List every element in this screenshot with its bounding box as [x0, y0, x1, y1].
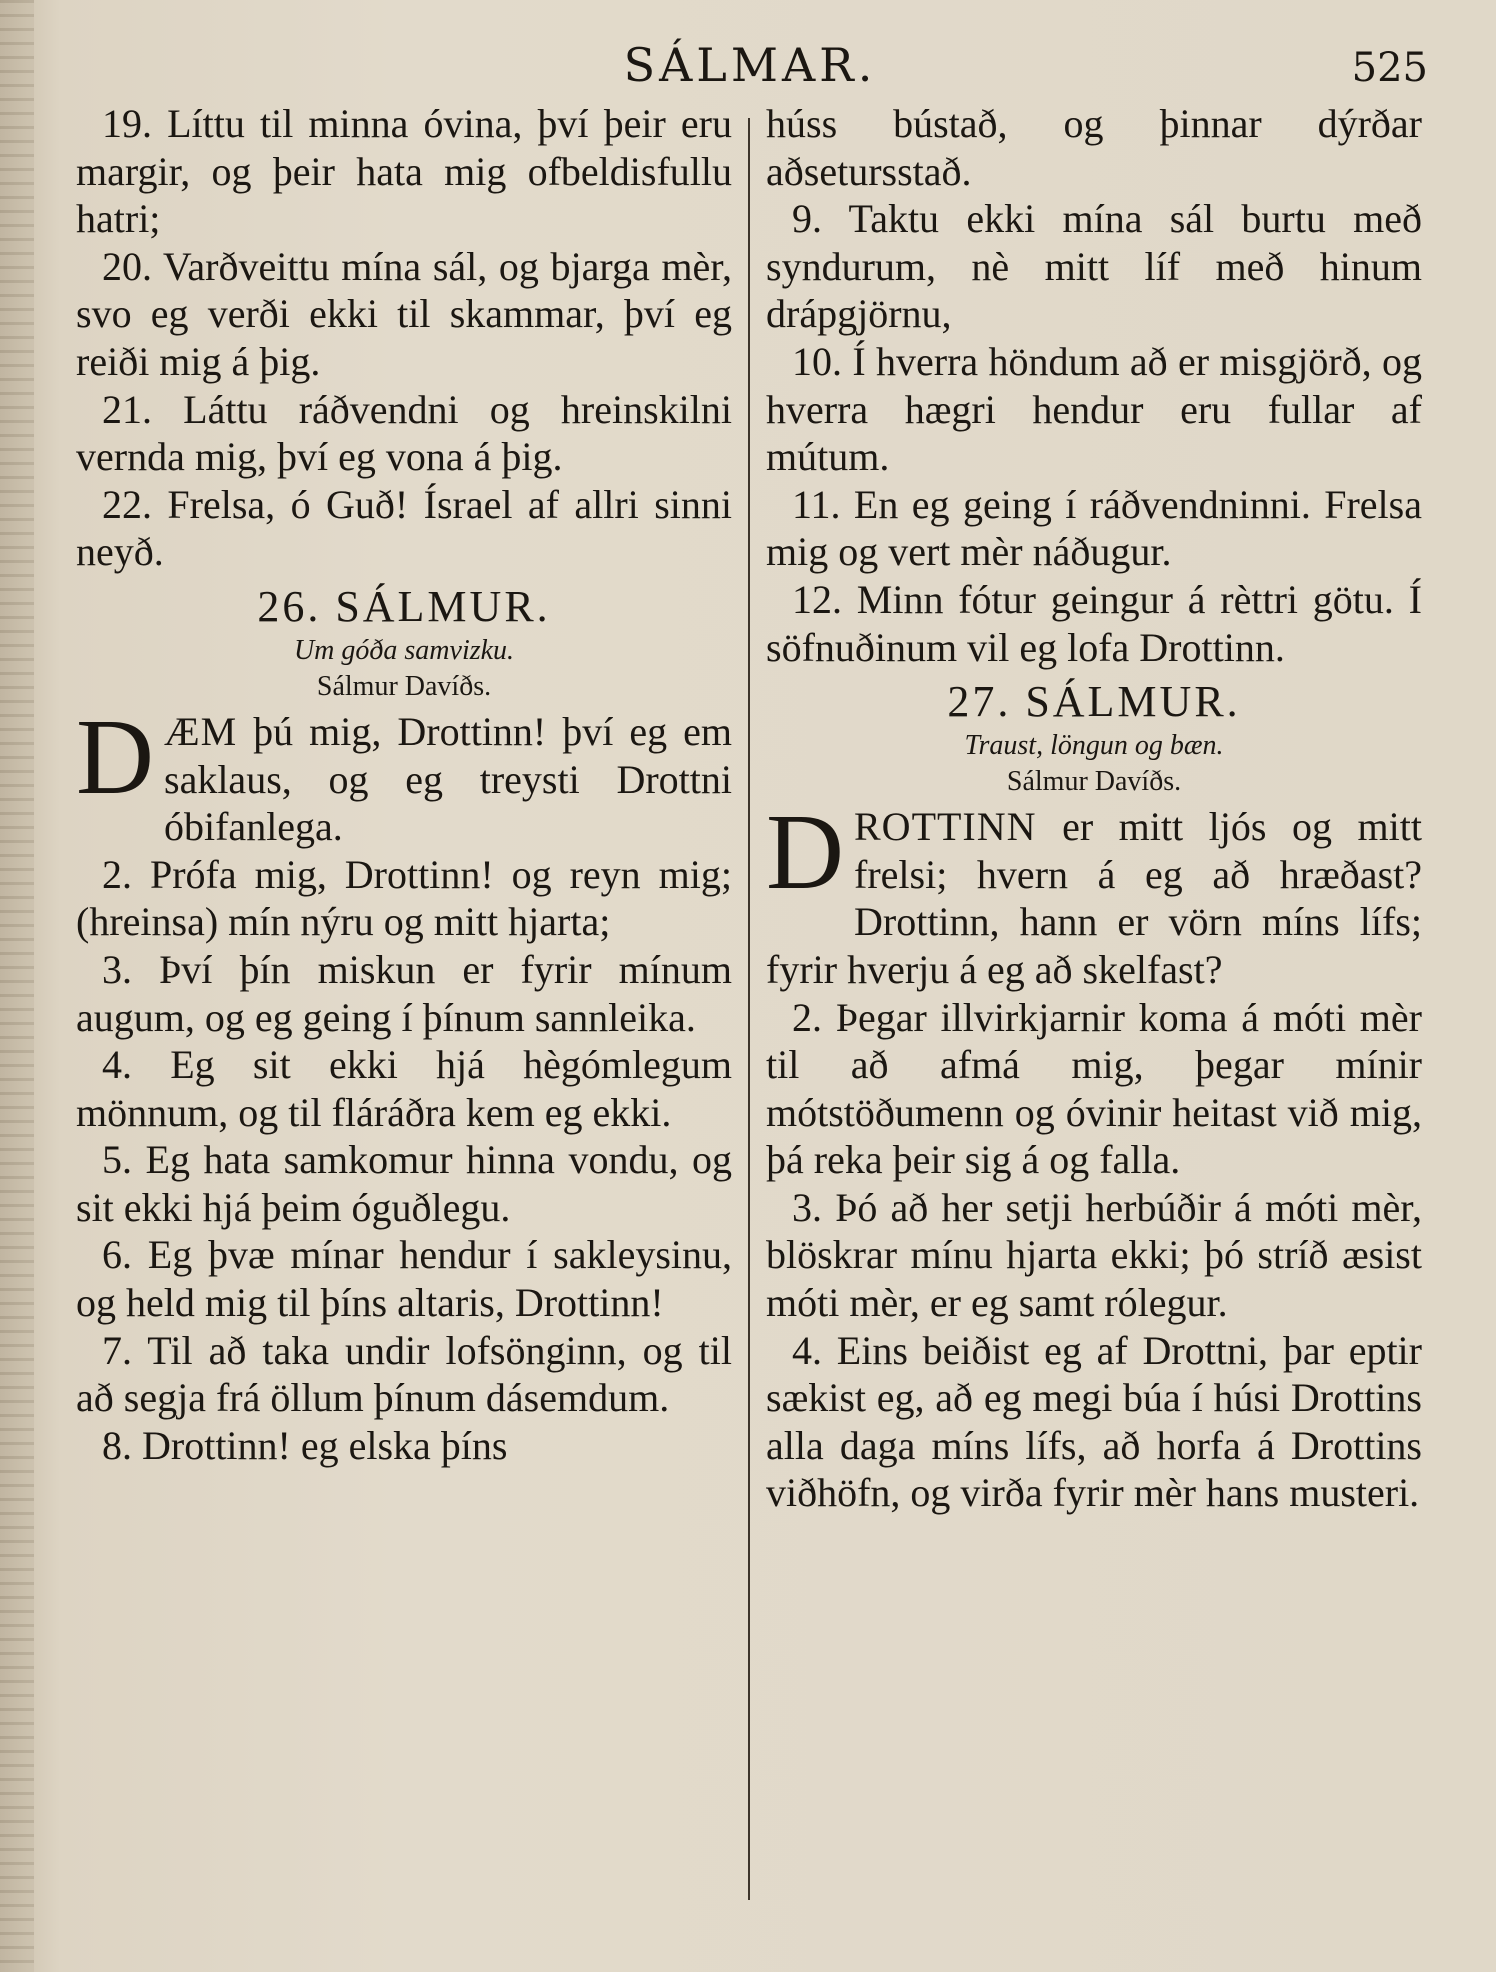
psalm-attribution: Sálmur Davíðs.: [1006, 766, 1182, 798]
verse-continuation: húss bústað, og þinnar dýrðar aðsetursstað.: [766, 101, 1422, 194]
verse: 10. Í hverra höndum að er misgjörð, og hverra hægri hendur eru fullar af mútum.: [766, 338, 1422, 480]
verse: 12. Minn fótur geingur á rèttri götu. Í söfnuðinum vil eg lofa Drottinn.: [766, 576, 1422, 670]
verse: 22. Frelsa, ó Guð! Ísrael af allri sinni neyð.: [76, 481, 732, 575]
verse: 20. Varðveittu mína sál, og bjarga mèr, svo eg verði ekki til skammar, því eg reiði mig á þig.: [76, 243, 732, 384]
page-number: 525: [1351, 45, 1428, 91]
drop-cap: D: [766, 793, 844, 913]
page-header: [72, 30, 1428, 100]
psalm-heading: 26. SÁLMUR.: [257, 581, 551, 631]
drop-cap: D: [76, 697, 154, 817]
psalm-subtitle: Um góða samvizku.: [293, 634, 515, 666]
left-column: [76, 100, 732, 1469]
verse: 11. En eg geing í ráðvendninni. Frelsa mig og vert mèr náðugur.: [766, 481, 1422, 575]
previous-page-bleed: [0, 0, 34, 1972]
opening-text: þú mig, Drottinn! því eg em saklaus, og eg treysti Drottni óbifanlega.: [164, 708, 732, 850]
column-divider: [748, 118, 750, 1900]
opening-caps: ROTTINN: [854, 804, 1037, 850]
psalm-attribution: Sálmur Davíðs.: [316, 670, 492, 702]
psalm-subtitle: Traust, löngun og bæn.: [964, 730, 1224, 762]
opening-text: er mitt ljós og mitt frelsi; hvern á eg að hræðast? Drottinn, hann er vörn míns lífs; fyrir hverju á eg að skelfast?: [766, 804, 1422, 992]
verse: 4. Eins beiðist eg af Drottni, þar eptir sækist eg, að eg megi búa í húsi Drottins alla daga míns lífs, að horfa á Drottins viðhöfn, og virða fyrir mèr hans musteri.: [766, 1327, 1422, 1516]
psalm-heading: 27. SÁLMUR.: [947, 677, 1241, 727]
running-title: SÁLMAR.: [623, 38, 877, 92]
verse: 9. Taktu ekki mína sál burtu með syndurum, nè mitt líf með hinum drápgjörnu,: [766, 196, 1422, 337]
verse: 21. Láttu ráðvendni og hreinskilni vernda mig, því eg vona á þig.: [76, 386, 732, 480]
right-column: [766, 100, 1422, 1517]
verse: 3. Þó að her setji herbúðir á móti mèr, blöskrar mínu hjarta ekki; þó stríð æsist móti mèr, er eg samt rólegur.: [766, 1184, 1422, 1326]
psalm-opening-verse: [766, 793, 1422, 993]
verse: 3. Því þín miskun er fyrir mínum augum, og eg geing í þínum sannleika.: [76, 946, 732, 1040]
verse: 8. Drottinn! eg elska þíns: [102, 1422, 508, 1468]
verse: 19. Líttu til minna óvina, því þeir eru margir, og þeir hata mig ofbeldisfullu hatri;: [76, 101, 732, 242]
opening-caps: ÆM: [164, 708, 238, 754]
verse: 2. Prófa mig, Drottinn! og reyn mig; (hreinsa) mín nýru og mitt hjarta;: [76, 851, 732, 945]
verse: 6. Eg þvæ mínar hendur í sakleysinu, og held mig til þíns altaris, Drottinn!: [76, 1232, 732, 1326]
verse: 2. Þegar illvirkjarnir koma á móti mèr til að afmá mig, þegar mínir mótstöðumenn og óvinir heitast við mig, þá reka þeir sig á og falla.: [766, 994, 1422, 1183]
verse: 5. Eg hata samkomur hinna vondu, og sit ekki hjá þeim óguðlegu.: [76, 1137, 732, 1230]
verse: 4. Eg sit ekki hjá hègómlegum mönnum, og til fláráðra kem eg ekki.: [76, 1042, 732, 1135]
verse: 7. Til að taka undir lofsönginn, og til að segja frá öllum þínum dásemdum.: [76, 1327, 732, 1421]
psalm-opening-verse: [76, 697, 732, 851]
